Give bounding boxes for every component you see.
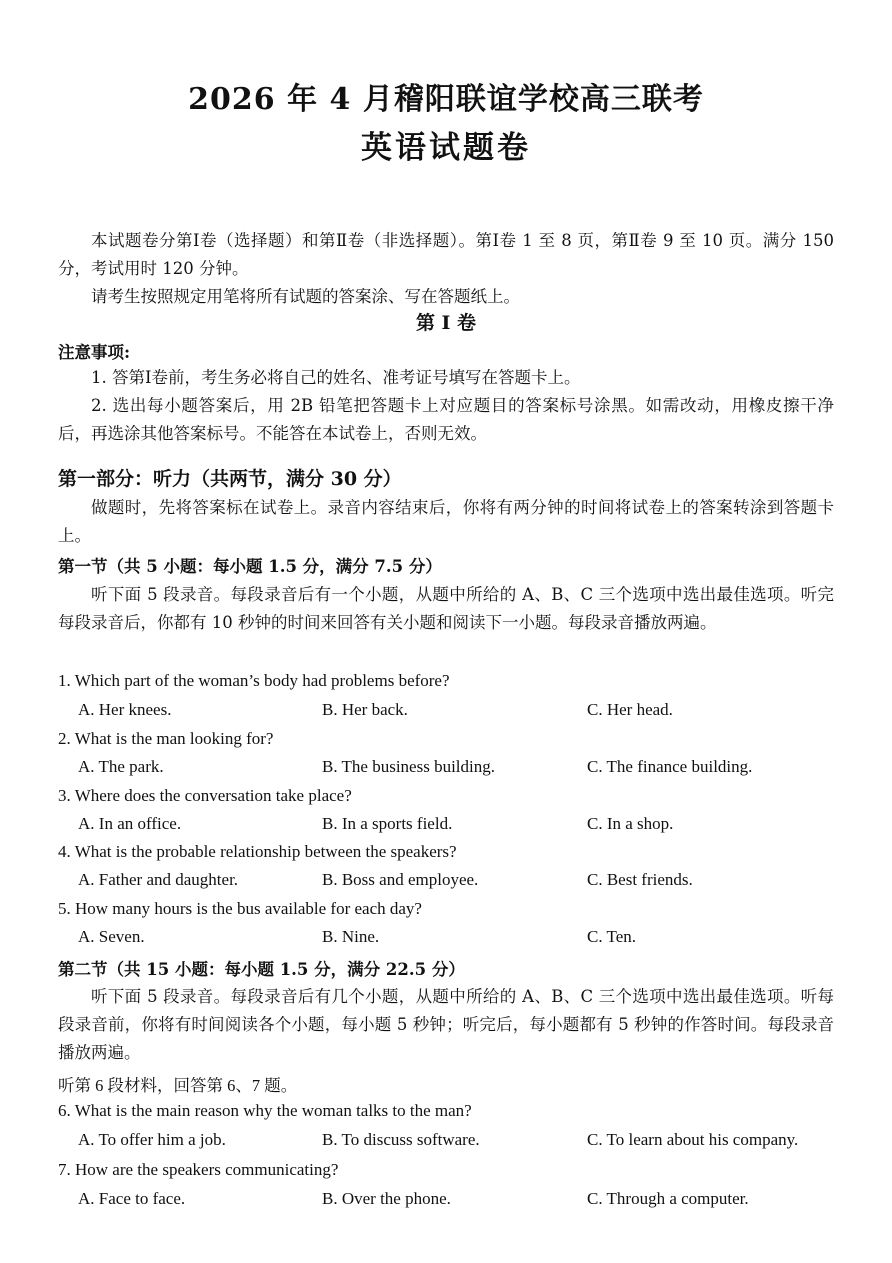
note-1: 1. 答第Ⅰ卷前，考生务必将自己的姓名、准考证号填写在答题卡上。 bbox=[91, 368, 581, 387]
exam-title: 2026 年 4 月稽阳联谊学校高三联考 bbox=[188, 82, 704, 117]
question-5-stem: 5. How many hours is the bus available for each day? bbox=[58, 899, 422, 918]
section1-instruction: 听下面 5 段录音。每段录音后有一个小题，从题中所给的 A、B、C 三个选项中选出最佳选项。听完每段录音后，你都有 10 秒钟的时间来回答有关小题和阅读下一小题。每段录音播放两遍。 bbox=[58, 585, 834, 632]
question-5-option-a: A. Seven. bbox=[78, 927, 145, 946]
question-2-option-c: C. The finance building. bbox=[587, 757, 753, 776]
intro-instruction: 请考生按照规定用笔将所有试题的答案涂、写在答题纸上。 bbox=[91, 287, 520, 306]
part1-heading: 第一部分：听力（共两节，满分 30 分） bbox=[58, 468, 402, 490]
question-2-option-b: B. The business building. bbox=[322, 757, 495, 776]
question-2-option-a: A. The park. bbox=[78, 757, 164, 776]
question-7-option-b: B. Over the phone. bbox=[322, 1189, 451, 1208]
question-3-option-a: A. In an office. bbox=[78, 814, 182, 833]
question-4-option-c: C. Best friends. bbox=[587, 870, 693, 889]
question-3-stem: 3. Where does the conversation take place? bbox=[58, 786, 352, 805]
note-2: 2. 选出每小题答案后，用 2B 铅笔把答题卡上对应题目的答案标号涂黑。如需改动，用橡皮擦干净后，再选涂其他答案标号。不能答在本试卷上，否则无效。 bbox=[58, 396, 834, 443]
question-3-option-c: C. In a shop. bbox=[587, 814, 674, 833]
intro-paragraph: 本试题卷分第Ⅰ卷（选择题）和第Ⅱ卷（非选择题）。第Ⅰ卷 1 至 8 页，第Ⅱ卷 9 至 10 页。满分 150 分，考试用时 120 分钟。 bbox=[58, 231, 834, 278]
question-1-option-a: A. Her knees. bbox=[78, 700, 172, 719]
question-7-option-c: C. Through a computer. bbox=[587, 1189, 749, 1208]
question-5-option-c: C. Ten. bbox=[587, 927, 637, 946]
question-4-stem: 4. What is the probable relationship between the speakers? bbox=[58, 842, 457, 861]
question-6-option-a: A. To offer him a job. bbox=[78, 1130, 226, 1149]
section2-instruction: 听下面 5 段录音。每段录音后有几个小题，从题中所给的 A、B、C 三个选项中选出最佳选项。听每段录音前，你将有时间阅读各个小题，每小题 5 秒钟；听完后，每小题都有 5 秒钟的作答时间。每段录音播放两遍。 bbox=[58, 987, 834, 1062]
question-5-option-b: B. Nine. bbox=[322, 927, 380, 946]
question-3-option-b: B. In a sports field. bbox=[322, 814, 453, 833]
section2-heading: 第二节（共 15 小题：每小题 1.5 分，满分 22.5 分） bbox=[58, 960, 465, 979]
question-7-stem: 7. How are the speakers communicating? bbox=[58, 1160, 339, 1179]
section1-heading: 第一节（共 5 小题：每小题 1.5 分，满分 7.5 分） bbox=[58, 557, 442, 576]
question-1-option-b: B. Her back. bbox=[322, 700, 408, 719]
question-6-option-c: C. To learn about his company. bbox=[587, 1130, 799, 1149]
question-4-option-b: B. Boss and employee. bbox=[322, 870, 479, 889]
question-2-stem: 2. What is the man looking for? bbox=[58, 729, 274, 748]
question-4-option-a: A. Father and daughter. bbox=[78, 870, 239, 889]
material-note: 听第 6 段材料，回答第 6、7 题。 bbox=[58, 1076, 298, 1095]
question-1-option-c: C. Her head. bbox=[587, 700, 673, 719]
question-6-option-b: B. To discuss software. bbox=[322, 1130, 480, 1149]
question-6-stem: 6. What is the main reason why the woman talks to the man? bbox=[58, 1101, 472, 1120]
question-7-option-a: A. Face to face. bbox=[78, 1189, 186, 1208]
question-1-stem: 1. Which part of the woman’s body had problems before? bbox=[58, 671, 450, 690]
part1-instruction: 做题时，先将答案标在试卷上。录音内容结束后，你将有两分钟的时间将试卷上的答案转涂到答题卡上。 bbox=[58, 498, 834, 545]
volume1-heading: 第 I 卷 bbox=[415, 312, 477, 334]
notes-heading: 注意事项: bbox=[58, 343, 131, 362]
exam-subject-title: 英语试题卷 bbox=[361, 130, 531, 166]
